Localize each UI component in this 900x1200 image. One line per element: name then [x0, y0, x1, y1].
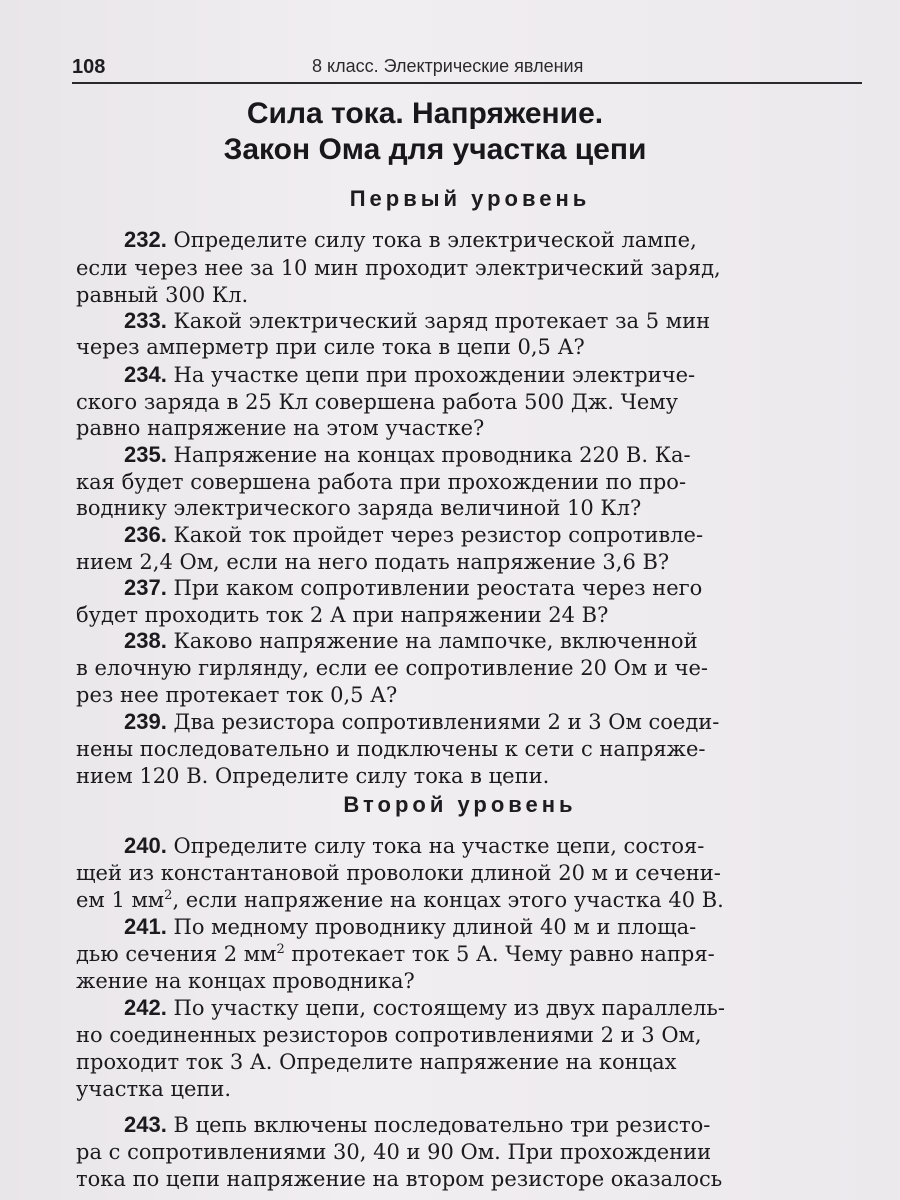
- problem-number: 236.: [124, 522, 167, 547]
- problem-235-line-1: 235. Напряжение на концах проводника 220 В. Ка-: [124, 442, 691, 467]
- problem-234-line-1: 234. На участке цепи при прохождении электриче-: [124, 362, 696, 387]
- page-header: [72, 56, 862, 80]
- problem-241-line-2: дью сечения 2 $мм^2$ протекает ток 5 А. Чему равно напря-: [76, 942, 715, 966]
- problem-241-line-1: 241. По медному проводнику длиной 40 м и площа-: [124, 914, 697, 939]
- chapter-title-line-2: Закон Ома для участка цепи: [223, 133, 647, 166]
- problem-number: 240.: [124, 833, 167, 858]
- problem-232-line-3: равный 300 Кл.: [76, 283, 249, 307]
- header-rule: [72, 82, 862, 84]
- problem-238-line-2: в елочную гирлянду, если ее сопротивление 20 Ом и че-: [76, 656, 708, 680]
- problem-235-line-3: воднику электрического заряда величиной 10 Кл?: [76, 496, 642, 520]
- problem-232-line-1: 232. Определите силу тока в электрической лампе,: [124, 227, 697, 252]
- problem-239-line-3: нием 120 В. Определите силу тока в цепи.: [76, 764, 550, 788]
- section-heading-level-1: Первый уровень: [349, 186, 591, 211]
- problem-240-line-3: ем 1 $мм^2$, если напряжение на концах этого участка 40 В.: [76, 888, 724, 912]
- problem-238-line-1: 238. Каково напряжение на лампочке, включенной: [124, 628, 698, 653]
- problem-235-line-2: кая будет совершена работа при прохождении по про-: [76, 470, 687, 494]
- problem-240-line-2: щей из константановой проволоки длиной 20 м и сечени-: [76, 861, 721, 885]
- problem-number: 233.: [124, 308, 167, 333]
- chapter-title-line-1: Сила тока. Напряжение.: [246, 97, 604, 130]
- problem-233-line-1: 233. Какой электрический заряд протекает за 5 мин: [124, 308, 711, 333]
- problem-234-line-2: ского заряда в 25 Кл совершена работа 500 Дж. Чему: [76, 390, 678, 414]
- problem-243-line-3: тока по цепи напряжение на втором резисторе оказалось: [76, 1167, 723, 1191]
- problem-232-line-2: если через нее за 10 мин проходит электрический заряд,: [76, 256, 721, 280]
- problem-240-line-1: 240. Определите силу тока на участке цепи, состоя-: [124, 833, 705, 858]
- problem-233-line-2: через амперметр при силе тока в цепи 0,5 А?: [76, 335, 585, 359]
- problem-242-line-4: участка цепи.: [76, 1077, 232, 1101]
- problem-number: 232.: [124, 227, 167, 252]
- problem-238-line-3: рез нее протекает ток 0,5 А?: [76, 683, 398, 707]
- problem-number: 239.: [124, 709, 167, 734]
- problem-number: 235.: [124, 442, 167, 467]
- problem-239-line-1: 239. Два резистора сопротивлениями 2 и 3 Ом соеди-: [124, 709, 720, 734]
- running-head: 8 класс. Электрические явления: [312, 56, 584, 76]
- section-heading-level-2: Второй уровень: [343, 792, 577, 817]
- problem-242-line-3: проходит ток 3 А. Определите напряжение на концах: [76, 1050, 677, 1074]
- problem-236-line-1: 236. Какой ток пройдет через резистор сопротивле-: [124, 522, 704, 547]
- problem-number: 238.: [124, 628, 167, 653]
- problem-number: 241.: [124, 914, 167, 939]
- problem-236-line-2: нием 2,4 Ом, если на него подать напряжение 3,6 В?: [76, 550, 670, 574]
- problem-237-line-2: будет проходить ток 2 А при напряжении 24 В?: [76, 603, 609, 627]
- problem-239-line-2: нены последовательно и подключены к сети с напряже-: [76, 737, 706, 761]
- problem-number: 237.: [124, 575, 167, 600]
- problem-242-line-1: 242. По участку цепи, состоящему из двух параллель-: [124, 995, 725, 1020]
- problem-number: 242.: [124, 995, 167, 1020]
- problem-241-line-3: жение на концах проводника?: [76, 969, 415, 993]
- problem-243-line-2: ра с сопротивлениями 30, 40 и 90 Ом. При прохождении: [76, 1140, 712, 1164]
- problem-243-line-1: 243. В цепь включены последовательно три резисто-: [124, 1112, 711, 1137]
- page-number: 108: [72, 56, 106, 78]
- problem-number: 234.: [124, 362, 167, 387]
- problem-234-line-3: равно напряжение на этом участке?: [76, 416, 485, 440]
- problem-242-line-2: но соединенных резисторов сопротивлениями 2 и 3 Ом,: [76, 1023, 702, 1047]
- problem-237-line-1: 237. При каком сопротивлении реостата через него: [124, 575, 703, 600]
- problem-number: 243.: [124, 1112, 167, 1137]
